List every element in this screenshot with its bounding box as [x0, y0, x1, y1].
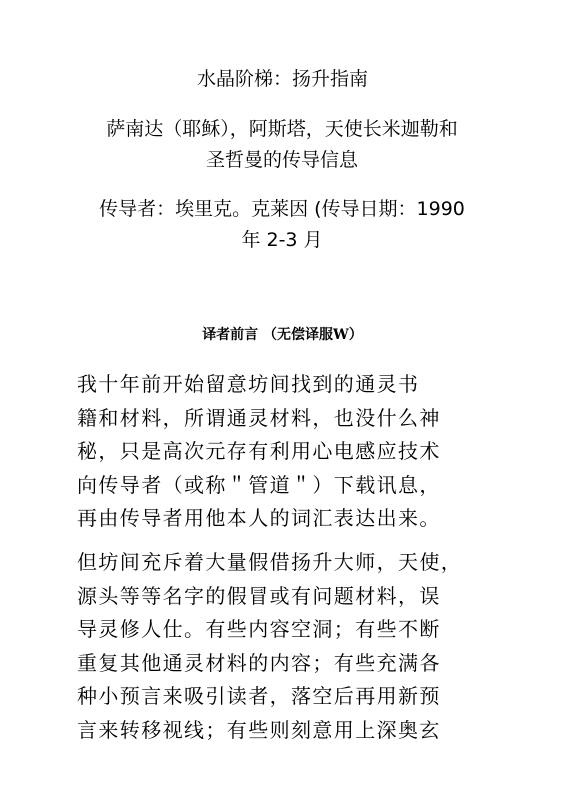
subtitle-line: 萨南达（耶稣），阿斯塔，天使长米迦勒和 [106, 118, 458, 140]
document-subtitle [62, 114, 502, 176]
paragraph-line: 但坊间充斥着大量假借扬升大师，天使， [77, 550, 463, 574]
paragraph-line: 我十年前开始留意坊间找到的通灵书 [77, 372, 420, 396]
paragraph-line: 言来转移视线；有些则刻意用上深奥玄 [77, 717, 441, 742]
channel-line: 传导者：埃里克。克莱因 (传导日期：1990 [99, 198, 465, 220]
subtitle-line: 圣哲曼的传导信息 [205, 149, 358, 171]
preface-paragraph-1 [77, 368, 502, 536]
channel-info [62, 194, 502, 256]
channel-line: 年 2-3 月 [241, 229, 323, 251]
paragraph-line: 再由传导者用他本人的词汇表达出来。 [77, 506, 441, 530]
paragraph-line: 重复其他通灵材料的内容；有些充满各 [77, 650, 441, 675]
paragraph-line: 导灵修人仕。有些内容空洞；有些不断 [77, 617, 441, 641]
preface-heading: 译者前言 （无偿译服W） [202, 327, 363, 343]
preface-paragraph-2 [77, 546, 502, 747]
title-line: 水晶阶梯：扬升指南 [196, 68, 368, 90]
paragraph-line: 向传导者（或称＂管道＂）下载讯息， [77, 472, 441, 497]
document-title [70, 64, 495, 95]
paragraph-line: 源头等等名字的假冒或有问题材料，误 [77, 583, 441, 608]
paragraph-line: 籍和材料，所谓通灵材料，也没什么神 [77, 405, 441, 430]
paragraph-line: 秘，只是高次元存有利用心电感应技术 [77, 439, 441, 463]
paragraph-line: 种小预言来吸引读者，落空后再用新预 [77, 684, 441, 708]
